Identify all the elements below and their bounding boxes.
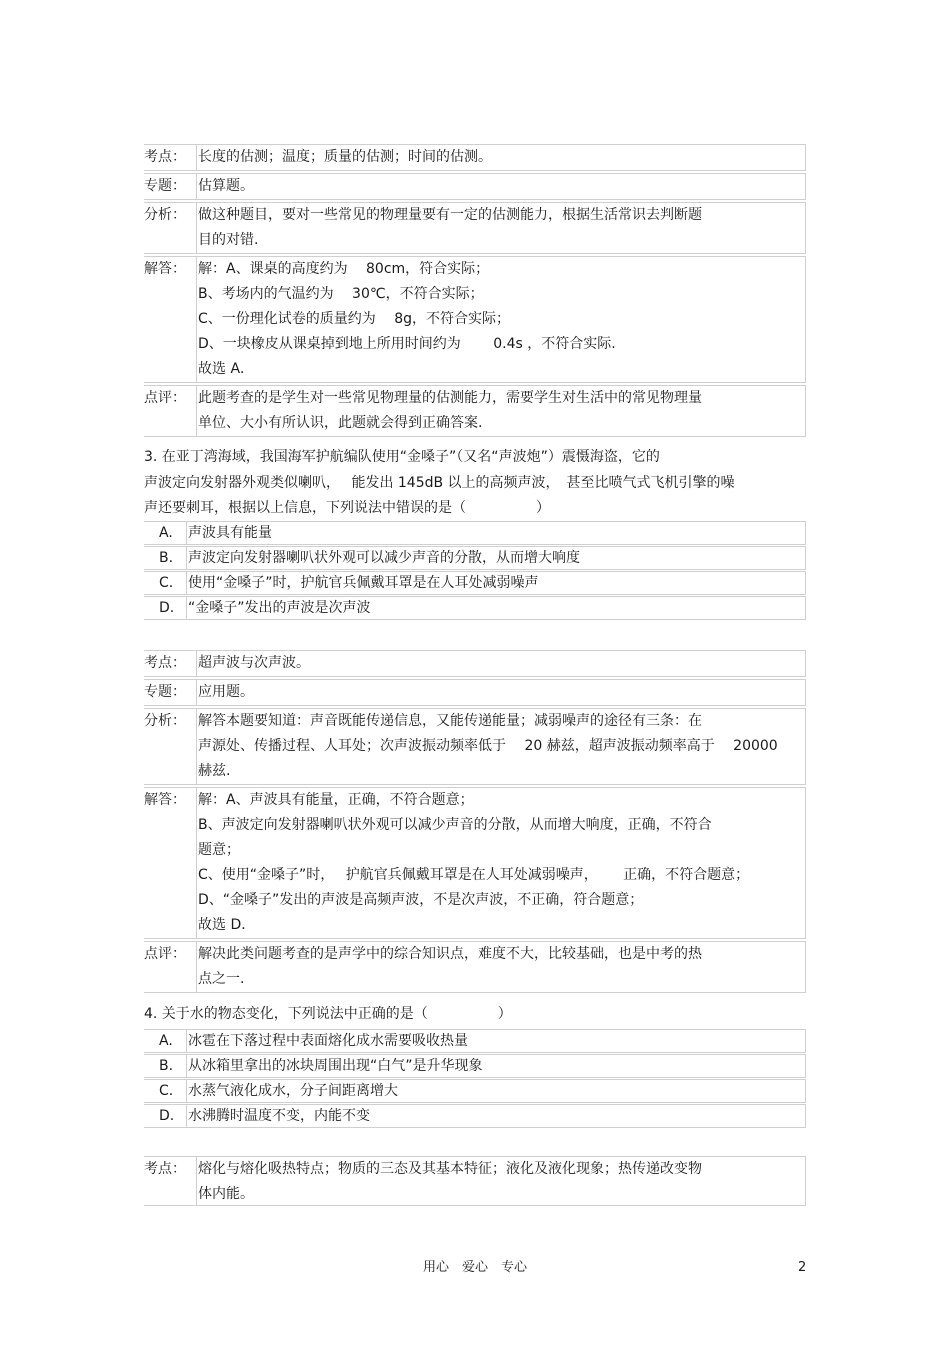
line: 做这种题目，要对一些常见的物理量要有一定的估测能力，根据生活常识去判断题 — [198, 207, 702, 223]
label-zhuanti: 专题： — [144, 178, 186, 194]
content-fenxi — [196, 709, 805, 784]
content-zhuanti — [196, 174, 805, 199]
line: 题意； — [198, 842, 240, 858]
page-footer: 用心 爱心 专心 — [422, 1260, 527, 1275]
row-kaodian — [144, 650, 806, 677]
content-jieda — [196, 257, 805, 382]
label-dianping: 点评： — [144, 390, 186, 406]
option-letter: C. — [159, 575, 174, 591]
option-a[interactable] — [144, 521, 806, 545]
line: 应用题。 — [198, 684, 254, 700]
line: 此题考查的是学生对一些常见物理量的估测能力，需要学生对生活中的常见物理量 — [198, 390, 702, 406]
label-fenxi: 分析： — [144, 207, 186, 223]
option-letter: D. — [159, 600, 175, 616]
options-q3 — [144, 521, 806, 621]
line: C、使用“金嗓子”时， 护航官兵佩戴耳罩是在人耳处减弱噪声， 正确，不符合题意； — [198, 867, 750, 883]
label-fenxi: 分析： — [144, 713, 186, 729]
line: B、声波定向发射器喇叭状外观可以减少声音的分散，从而增大响度，正确，不符合 — [198, 817, 712, 833]
row-zhuanti — [144, 679, 806, 706]
line: 目的对错. — [198, 232, 259, 248]
question-3 — [144, 445, 735, 522]
option-letter: B. — [159, 1058, 174, 1074]
question-line: 4. 关于水的物态变化，下列说法中正确的是（ ） — [144, 1006, 512, 1022]
row-zhuanti — [144, 173, 806, 200]
line: 解答本题要知道：声音既能传递信息，又能传递能量；减弱噪声的途径有三条：在 — [198, 713, 702, 729]
analysis-table-q3 — [144, 650, 806, 995]
page-number: 2 — [798, 1260, 807, 1275]
content-fenxi — [196, 203, 805, 253]
option-a[interactable] — [144, 1029, 806, 1053]
line: 声源处、传播过程、人耳处；次声波振动频率低于 20 赫兹，超声波振动频率高于 20000 — [198, 738, 778, 754]
line: 熔化与熔化吸热特点；物质的三态及其基本特征；液化及液化现象；热传递改变物 — [198, 1161, 702, 1177]
content-jieda — [196, 788, 805, 938]
line: 故选 D． — [198, 917, 256, 933]
line: 解：A、课桌的高度约为 80cm，符合实际； — [198, 261, 490, 277]
line: D、一块橡皮从课桌掉到地上所用时间约为 0.4s ，不符合实际. — [198, 336, 616, 352]
label-kaodian: 考点： — [144, 149, 186, 165]
question-line: 声还要刺耳，根据以上信息，下列说法中错误的是（ ） — [144, 500, 550, 516]
label-zhuanti: 专题： — [144, 684, 186, 700]
analysis-table-q4 — [144, 1156, 806, 1208]
option-b[interactable] — [144, 1054, 806, 1078]
option-text: 使用“金嗓子”时，护航官兵佩戴耳罩是在人耳处减弱噪声 — [186, 572, 805, 594]
line: 估算题。 — [198, 178, 254, 194]
option-letter: D. — [159, 1108, 175, 1124]
option-letter: A. — [159, 1033, 173, 1049]
row-kaodian — [144, 144, 806, 171]
row-jieda — [144, 256, 806, 383]
option-d[interactable] — [144, 596, 806, 620]
option-c[interactable] — [144, 571, 806, 595]
label-jieda: 解答： — [144, 261, 186, 277]
content-kaodian — [196, 145, 805, 170]
line: 单位、大小有所认识，此题就会得到正确答案. — [198, 415, 483, 431]
line: C、一份理化试卷的质量约为 8g，不符合实际； — [198, 311, 511, 327]
option-c[interactable] — [144, 1079, 806, 1103]
option-text: 声波定向发射器喇叭状外观可以减少声音的分散，从而增大响度 — [186, 547, 805, 569]
line: B、考场内的气温约为 30℃，不符合实际； — [198, 286, 484, 302]
line: D、“金嗓子”发出的声波是高频声波，不是次声波，不正确，符合题意； — [198, 892, 644, 908]
line: 点之一. — [198, 971, 245, 987]
content-kaodian — [196, 651, 805, 676]
option-letter: B. — [159, 550, 174, 566]
analysis-table-q2 — [144, 144, 806, 439]
question-line: 声波定向发射器外观类似喇叭， 能发出 145dB 以上的高频声波， 甚至比喷气式飞机引擎的噪 — [144, 474, 735, 491]
line: 解决此类问题考查的是声学中的综合知识点，难度不大，比较基础，也是中考的热 — [198, 946, 702, 962]
option-text: “金嗓子”发出的声波是次声波 — [186, 597, 805, 619]
line: 故选 A． — [198, 361, 255, 377]
option-text: 水沸腾时温度不变，内能不变 — [186, 1105, 805, 1127]
content-dianping — [196, 386, 805, 436]
content-kaodian — [196, 1157, 805, 1205]
row-fenxi — [144, 202, 806, 254]
options-q4 — [144, 1029, 806, 1129]
option-d[interactable] — [144, 1104, 806, 1128]
option-text: 水蒸气液化成水，分子间距离增大 — [186, 1080, 805, 1102]
line: 长度的估测；温度；质量的估测；时间的估测。 — [198, 149, 492, 165]
line: 体内能。 — [198, 1186, 254, 1202]
option-letter: C. — [159, 1083, 174, 1099]
row-jieda — [144, 787, 806, 939]
line: 超声波与次声波。 — [198, 655, 310, 671]
option-text: 冰雹在下落过程中表面熔化成水需要吸收热量 — [186, 1030, 805, 1052]
row-fenxi — [144, 708, 806, 785]
label-kaodian: 考点： — [144, 1161, 186, 1177]
option-letter: A. — [159, 525, 173, 541]
content-dianping — [196, 942, 805, 992]
content-zhuanti — [196, 680, 805, 705]
label-kaodian: 考点： — [144, 655, 186, 671]
option-text: 声波具有能量 — [186, 522, 805, 544]
line: 赫兹. — [198, 763, 231, 779]
line: 解：A、声波具有能量，正确，不符合题意； — [198, 792, 474, 808]
question-4 — [144, 1002, 512, 1028]
label-dianping: 点评： — [144, 946, 186, 962]
option-b[interactable] — [144, 546, 806, 570]
label-jieda: 解答： — [144, 792, 186, 808]
row-kaodian — [144, 1156, 806, 1206]
row-dianping — [144, 385, 806, 437]
row-dianping — [144, 941, 806, 993]
option-text: 从冰箱里拿出的冰块周围出现“白气”是升华现象 — [186, 1055, 805, 1077]
question-line: 3. 在亚丁湾海域，我国海军护航编队使用“金嗓子”（又名“声波炮”）震慑海盗，它的 — [144, 449, 660, 465]
